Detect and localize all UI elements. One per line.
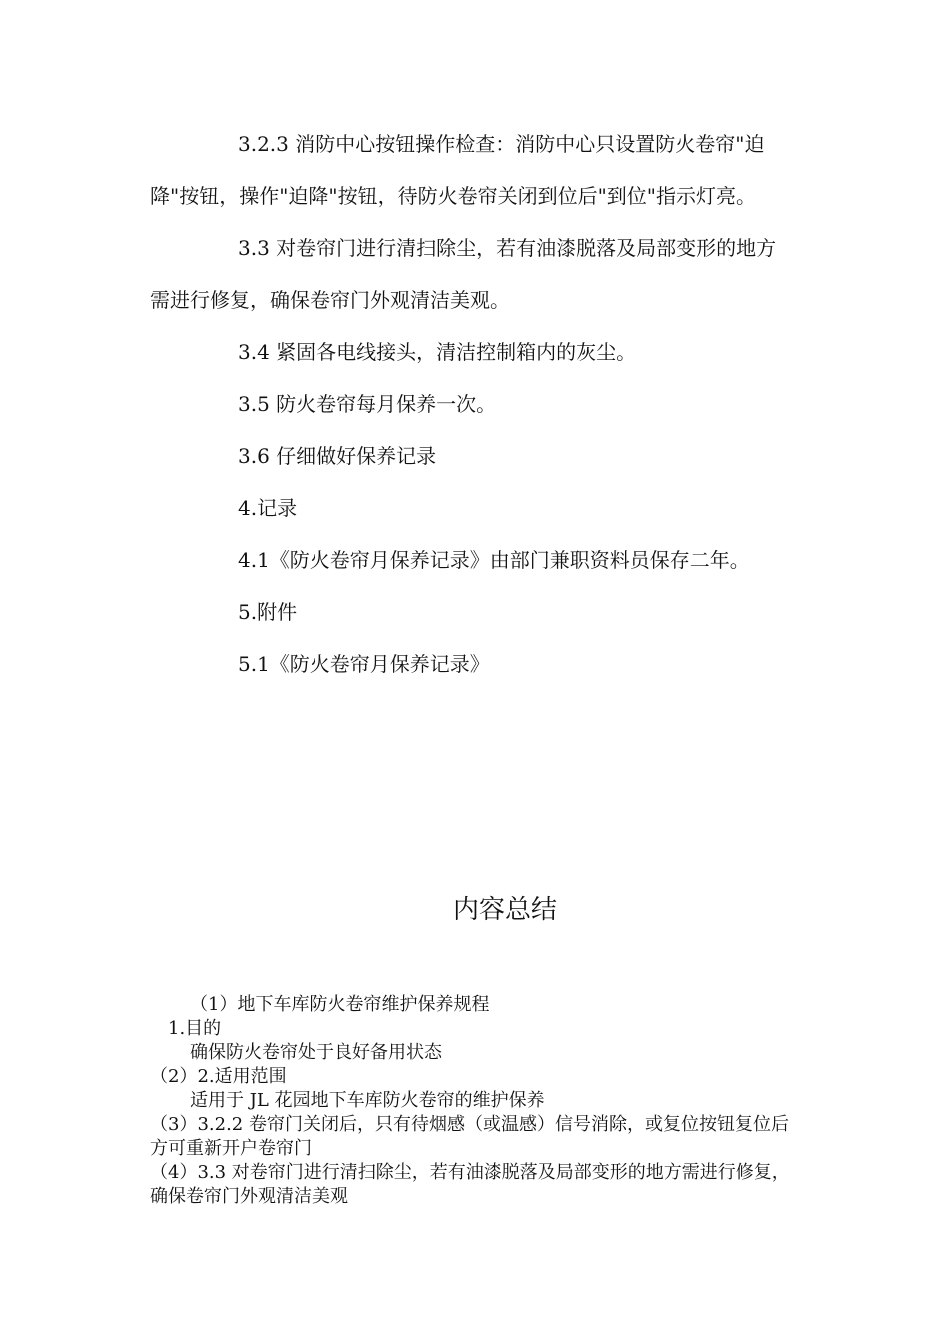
summary-line: （4）3.3 对卷帘门进行清扫除尘，若有油漆脱落及局部变形的地方需进行修复，确保卷帘门外观清洁美观 xyxy=(150,1162,790,1207)
paragraph-3-5: 3.5 防火卷帘每月保养一次。 xyxy=(238,392,497,416)
paragraph-5-1: 5.1《防火卷帘月保养记录》 xyxy=(238,652,490,676)
paragraph-3-4: 3.4 紧固各电线接头，清洁控制箱内的灰尘。 xyxy=(238,340,637,364)
heading-5: 5.附件 xyxy=(238,600,298,624)
paragraph-4-1: 4.1《防火卷帘月保养记录》由部门兼职资料员保存二年。 xyxy=(238,548,750,572)
body-text xyxy=(150,118,790,690)
summary-line: （3）3.2.2 卷帘门关闭后，只有待烟感（或温感）信号消除，或复位按钮复位后方可重新开户卷帘门 xyxy=(150,1114,789,1159)
paragraph-3-3: 3.3 对卷帘门进行清扫除尘，若有油漆脱落及局部变形的地方需进行修复，确保卷帘门外观清洁美观。 xyxy=(150,236,777,312)
paragraph-3-2-3: 3.2.3 消防中心按钮操作检查：消防中心只设置防火卷帘"迫降"按钮，操作"迫降"按钮，待防火卷帘关闭到位后"到位"指示灯亮。 xyxy=(150,132,765,208)
summary-line: 确保防火卷帘处于良好备用状态 xyxy=(190,1042,442,1063)
summary-line: 适用于 JL 花园地下车库防火卷帘的维护保养 xyxy=(190,1090,545,1111)
heading-4: 4.记录 xyxy=(238,496,298,520)
summary-line: （1）地下车库防火卷帘维护保养规程 xyxy=(190,994,490,1015)
summary-title: 内容总结 xyxy=(452,895,557,925)
summary-section xyxy=(150,993,795,1209)
paragraph-3-6: 3.6 仔细做好保养记录 xyxy=(238,444,437,468)
summary-line: （2）2.适用范围 xyxy=(150,1066,287,1087)
summary-line: 1.目的 xyxy=(168,1018,222,1039)
